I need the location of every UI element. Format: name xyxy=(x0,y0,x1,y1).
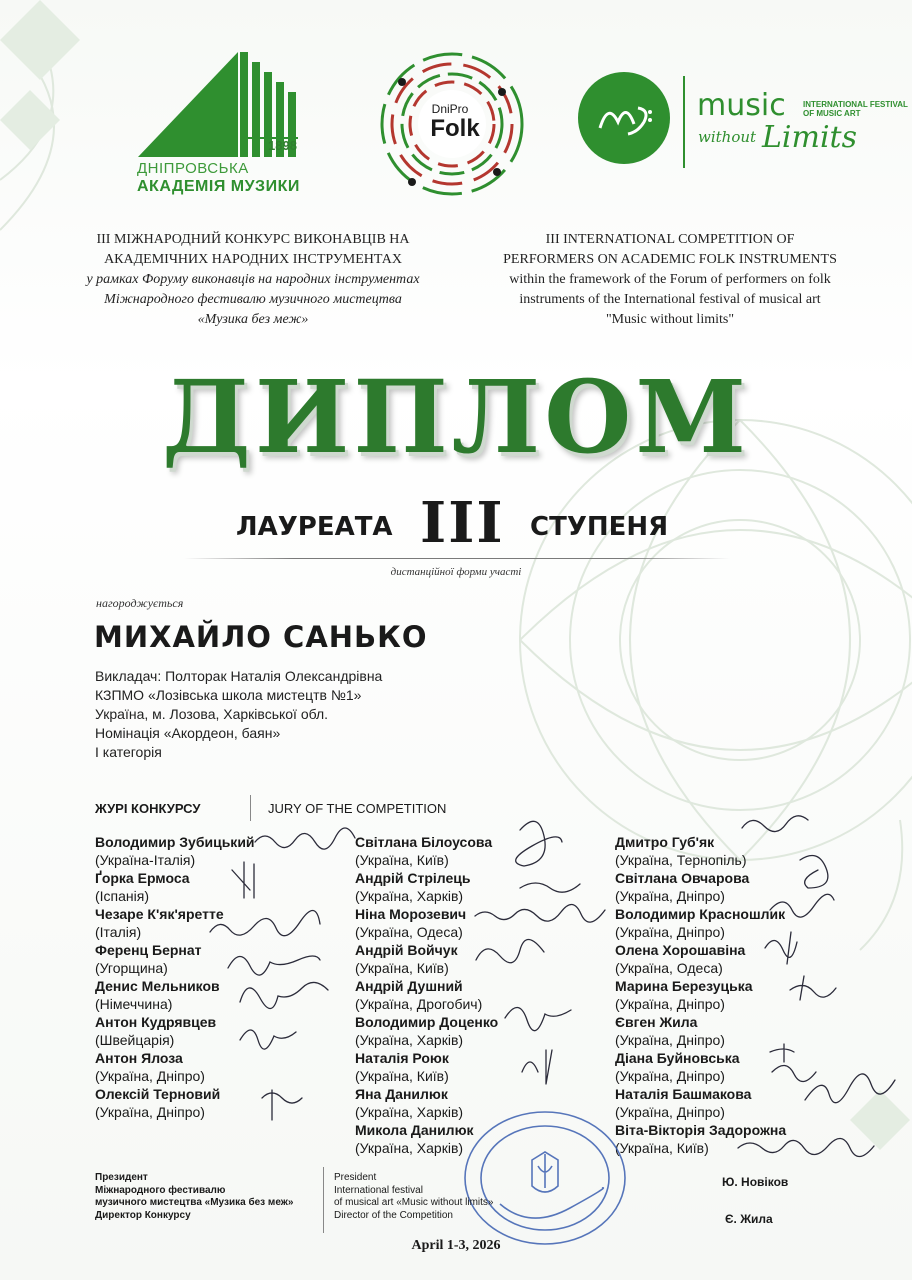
location-line: Україна, м. Лозова, Харківської обл. xyxy=(95,706,329,722)
festival-logo-circle-icon xyxy=(578,72,670,164)
category-line: І категорія xyxy=(95,744,162,760)
jury-member: Марина Березуцька (Україна, Дніпро) xyxy=(615,978,753,1012)
jury-member: Ференц Бернат (Угорщина) xyxy=(95,942,202,976)
dnipro-logo-big-text: Folk xyxy=(430,115,480,142)
degree-roman: III xyxy=(420,490,505,556)
festival-logo-music: music xyxy=(697,88,786,123)
jury-member: Діана Буйновська (Україна, Дніпро) xyxy=(615,1050,740,1084)
laureate-label: ЛАУРЕАТА xyxy=(236,512,393,542)
jury-member: Віта-Вікторія Задорожна (Україна, Київ) xyxy=(615,1122,787,1156)
jury-member: Андрій Душний (Україна, Дрогобич) xyxy=(355,978,483,1012)
competition-date: April 1-3, 2026 xyxy=(411,1238,501,1253)
jury-member: Ніна Морозевич (Україна, Одеса) xyxy=(355,906,467,940)
jury-title-ua: ЖУРІ КОНКУРСУ xyxy=(95,801,201,816)
jury-column-3 xyxy=(615,833,885,1157)
jury-member: Володимир Зубицький (Україна-Італія) xyxy=(95,834,255,868)
diploma-title: ДИПЛОМ xyxy=(161,358,751,476)
jury-member: Світлана Овчарова (Україна, Дніпро) xyxy=(615,870,750,904)
jury-member: Наталія Башмакова (Україна, Дніпро) xyxy=(615,1086,752,1120)
jury-member: Яна Данилюк (Україна, Харків) xyxy=(355,1086,464,1120)
festival-logo-divider xyxy=(683,76,685,168)
jury-member: Андрій Стрілець (Україна, Харків) xyxy=(355,870,471,904)
jury-member: Антон Ялоза (Україна, Дніпро) xyxy=(95,1050,205,1084)
jury-title-en: JURY OF THE COMPETITION xyxy=(268,801,447,816)
title-divider xyxy=(184,558,730,559)
jury-member: Андрій Войчук (Україна, Київ) xyxy=(355,942,458,976)
academy-name-line2: АКАДЕМІЯ МУЗИКИ xyxy=(137,178,300,195)
jury-member: Наталія Роюк (Україна, Київ) xyxy=(355,1050,449,1084)
awarded-label: нагороджується xyxy=(96,596,184,610)
jury-title-divider xyxy=(250,795,251,821)
jury-member: Олексій Терновий (Україна, Дніпро) xyxy=(95,1086,221,1120)
academy-name-line1: ДНІПРОВСЬКА xyxy=(137,160,249,177)
winner-name: МИХАЙЛО САНЬКО xyxy=(94,620,428,654)
jury-member: Дмитро Губ'як (Україна, Тернопіль) xyxy=(615,834,747,868)
footer-divider xyxy=(323,1167,324,1233)
festival-logo-limits: Limits xyxy=(762,120,858,155)
jury-member: Денис Мельников (Німеччина) xyxy=(95,978,220,1012)
jury-member: Володимир Красношлик (Україна, Дніпро) xyxy=(615,906,786,940)
header-english: III INTERNATIONAL COMPETITION OF PERFORMERS ON ACADEMIC FOLK INSTRUMENTS within the framework of the Forum of performers on folk instruments of the International festival of musical art "Music without limits" xyxy=(503,232,837,327)
winner-details xyxy=(95,667,382,762)
festival-logo-without: without xyxy=(698,128,757,146)
teacher-line: Викладач: Полторак Наталія Олександрівна xyxy=(95,668,383,684)
signer-zhyla: Є. Жила xyxy=(725,1212,773,1226)
degree-label: СТУПЕНЯ xyxy=(530,512,669,542)
president-title-en: President International festival of musical art «Music without limits» Director of the Competition xyxy=(334,1172,494,1221)
nomination-line: Номінація «Акордеон, баян» xyxy=(95,725,281,741)
dnipro-logo-small-text: DniPro xyxy=(431,102,469,116)
header-ukrainian: ІІІ МІЖНАРОДНИЙ КОНКУРС ВИКОНАВЦІВ НА АКАДЕМІЧНИХ НАРОДНИХ ІНСТРУМЕНТАХ у рамках Форуму виконавців на народних інструментах Міжнародного фестивалю музичного мистецтва «Музика без меж» xyxy=(86,232,420,327)
jury-member: Олена Хорошавіна (Україна, Одеса) xyxy=(615,942,746,976)
jury-member: Микола Данилюк (Україна, Харків) xyxy=(355,1122,474,1156)
festival-logo-caption: INTERNATIONAL FESTIVAL OF MUSIC ART xyxy=(803,100,908,118)
jury-member: Ґорка Ермоса (Іспанія) xyxy=(95,870,190,904)
jury-member: Володимир Доценко (Україна, Харків) xyxy=(355,1014,499,1048)
president-title-ua: Президент Міжнародного фестивалю музичного мистецтва «Музика без меж» Директор Конкурсу xyxy=(95,1172,294,1221)
jury-member: Євген Жила (Україна, Дніпро) xyxy=(615,1014,725,1048)
participation-form: дистанційної форми участі xyxy=(390,566,522,578)
jury-column-1 xyxy=(95,833,345,1121)
school-line: КЗПМО «Лозівська школа мистецтв №1» xyxy=(95,687,362,703)
signer-novikov: Ю. Новіков xyxy=(722,1175,789,1189)
jury-member: Чезаре К'як'яретте (Італія) xyxy=(95,906,224,940)
jury-member: Світлана Білоусова (Україна, Київ) xyxy=(355,834,493,868)
jury-member: Антон Кудрявцев (Швейцарія) xyxy=(95,1014,217,1048)
academy-year: 1898 xyxy=(268,138,297,153)
